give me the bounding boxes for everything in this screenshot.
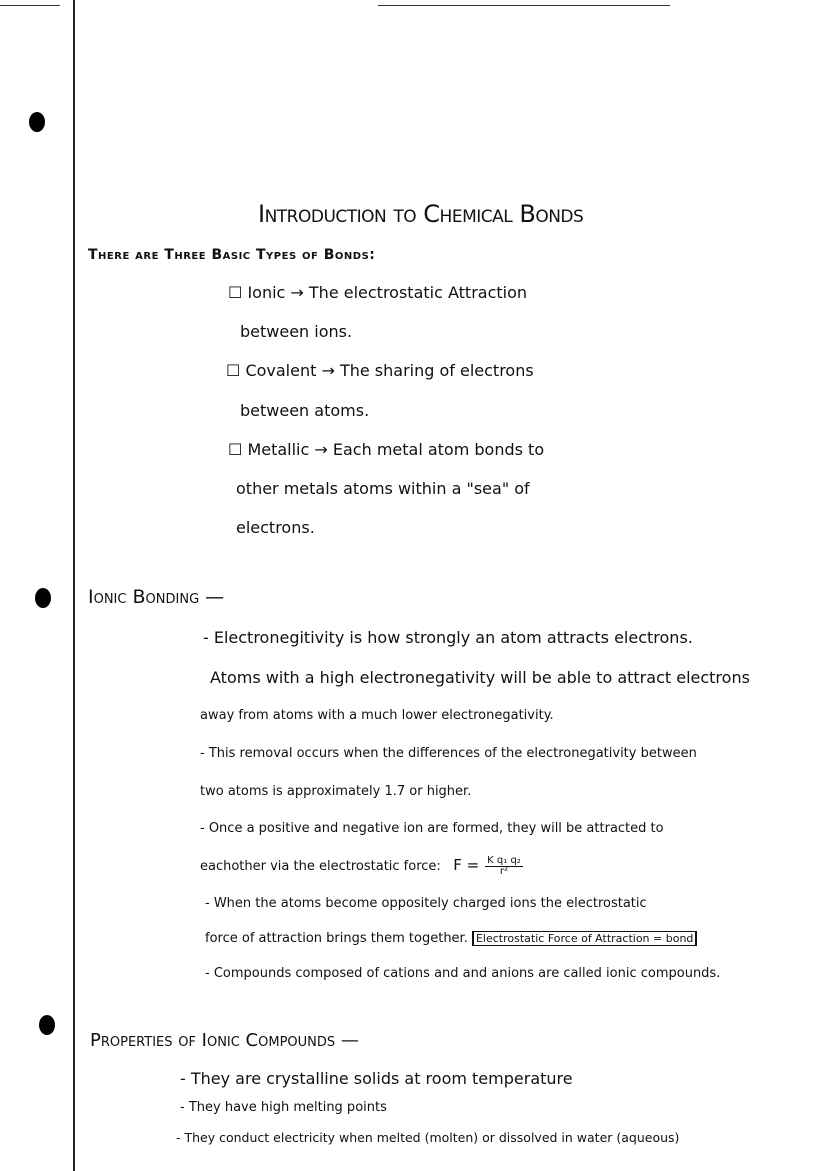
formula-numerator: K q₁ q₂: [487, 855, 521, 866]
page-title: Introduction to Chemical Bonds: [258, 200, 584, 228]
section-heading-properties: Properties of Ionic Compounds —: [90, 1030, 359, 1051]
note-line: - This removal occurs when the differences of the electronegativity between: [200, 746, 697, 761]
bond-text: Covalent → The sharing of electrons: [245, 361, 534, 380]
formula-denominator: r²: [499, 866, 509, 877]
note-line: - Electronegitivity is how strongly an atom attracts electrons.: [203, 628, 693, 647]
property-line: - They have high melting points: [180, 1100, 387, 1115]
note-text: eachother via the electrostatic force:: [200, 859, 441, 874]
bond-text: between atoms.: [240, 401, 370, 420]
top-rule: [0, 5, 60, 6]
note-line: - When the atoms become oppositely charged ions the electrostatic: [205, 896, 647, 911]
bond-text: between ions.: [240, 322, 353, 341]
note-line: two atoms is approximately 1.7 or higher.: [200, 784, 472, 799]
note-line: Atoms with a high electronegativity will be able to attract electrons: [210, 668, 750, 687]
bond-text: Ionic → The electrostatic Attraction: [247, 283, 528, 302]
intro-heading: There are Three Basic Types of Bonds:: [88, 247, 376, 263]
note-text: force of attraction brings them together.: [205, 931, 468, 946]
bond-text: other metals atoms within a "sea" of: [236, 479, 530, 498]
note-line: [205, 932, 697, 945]
formula-lhs: F =: [453, 856, 480, 874]
formula: [453, 855, 523, 877]
margin-line: [73, 0, 75, 1171]
checkbox-icon: ☐: [226, 361, 241, 380]
punch-hole: [35, 588, 51, 608]
bond-type-ionic: [228, 285, 527, 301]
note-line: away from atoms with a much lower electronegativity.: [200, 708, 554, 723]
boxed-note: Electrostatic Force of Attraction = bond: [472, 931, 697, 946]
note-line: - Compounds composed of cations and and anions are called ionic compounds.: [205, 966, 721, 981]
property-line: - They are crystalline solids at room temperature: [180, 1069, 573, 1088]
checkbox-icon: ☐: [228, 283, 243, 302]
bond-type-covalent: [226, 363, 534, 379]
checkbox-icon: ☐: [228, 440, 243, 459]
punch-hole: [29, 112, 45, 132]
property-line: - They conduct electricity when melted (molten) or dissolved in water (aqueous): [176, 1130, 680, 1145]
bond-type-metallic: [228, 442, 544, 458]
punch-hole: [39, 1015, 55, 1035]
note-line: - Once a positive and negative ion are formed, they will be attracted to: [200, 821, 664, 836]
note-line: [200, 856, 523, 877]
bond-text: electrons.: [236, 518, 315, 537]
top-rule: [378, 5, 670, 6]
bond-text: Metallic → Each metal atom bonds to: [247, 440, 545, 459]
section-heading-ionic-bonding: Ionic Bonding —: [88, 586, 225, 608]
